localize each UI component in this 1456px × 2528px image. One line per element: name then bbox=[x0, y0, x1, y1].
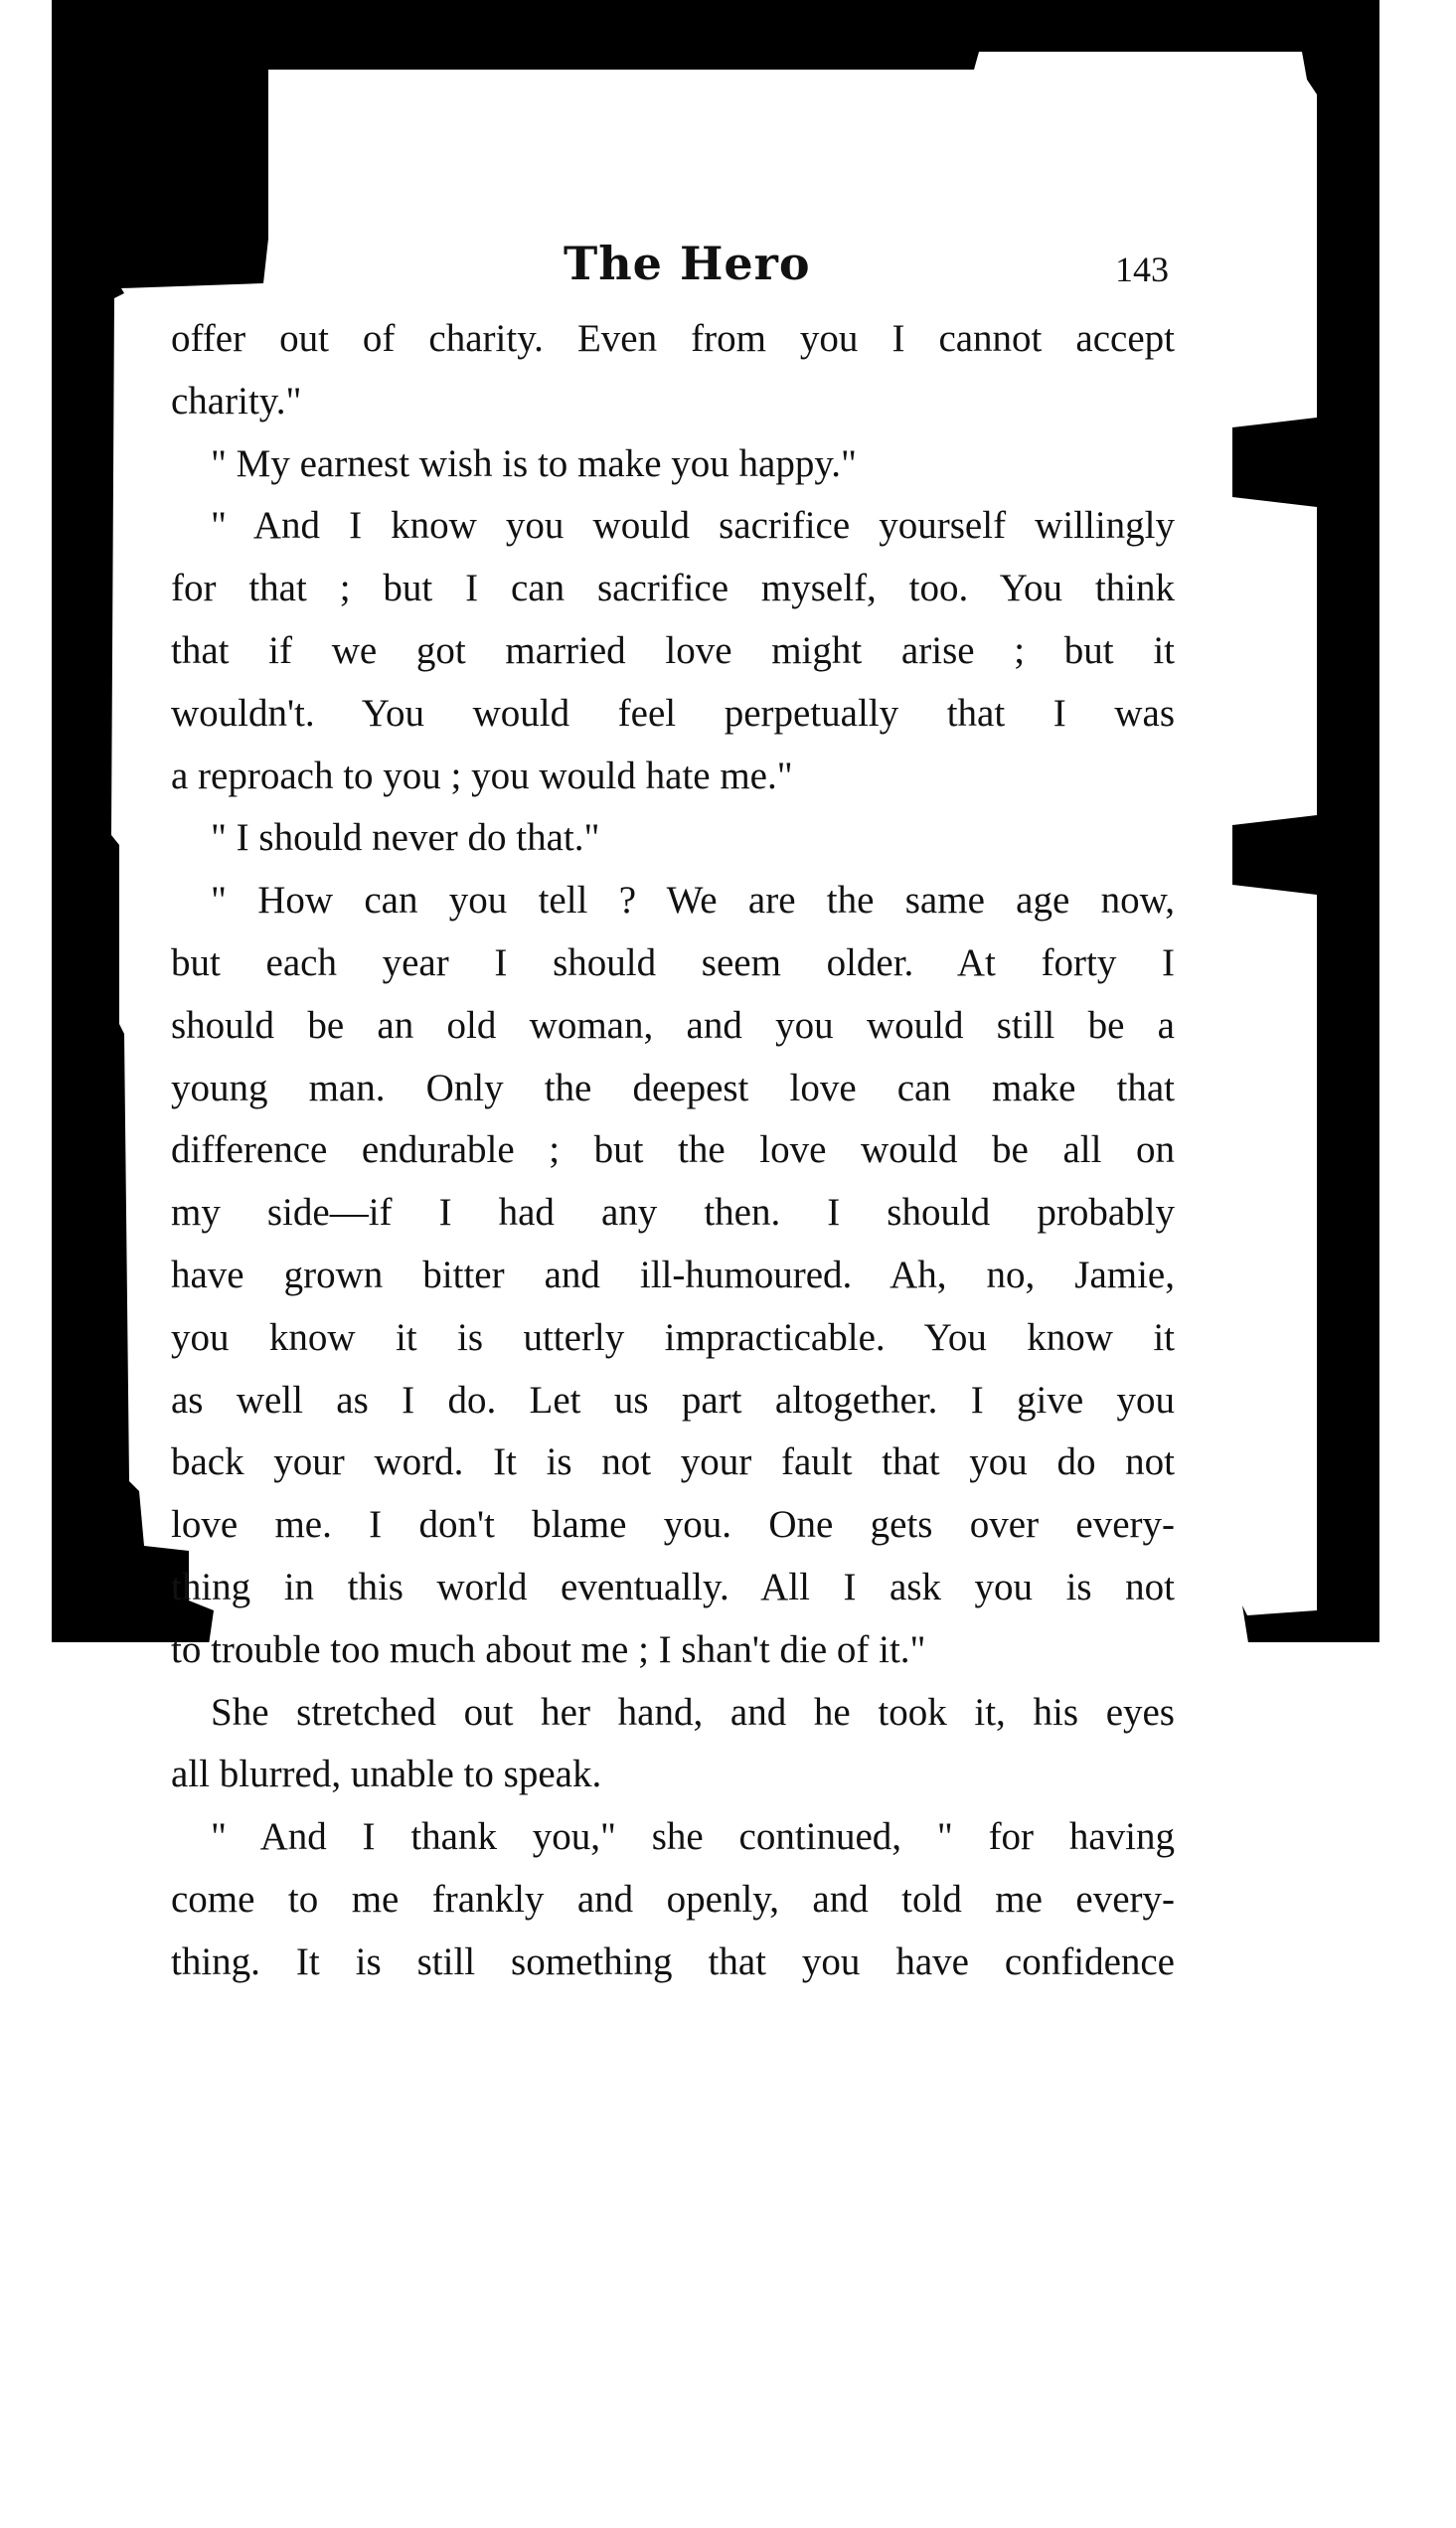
text-line: young man. Only the deepest love can make that bbox=[171, 1066, 1175, 1109]
text-line: you know it is utterly impracticable. You know it bbox=[171, 1315, 1175, 1359]
text-line: that if we got married love might arise ; but it bbox=[171, 628, 1175, 672]
text-line: for that ; but I can sacrifice myself, too. You think bbox=[171, 567, 1175, 610]
text-line: come to me frankly and openly, and told me every- bbox=[171, 1877, 1175, 1921]
text-line: a reproach to you ; you would hate me." bbox=[171, 754, 793, 797]
paragraph bbox=[171, 433, 1175, 496]
text-line: to trouble too much about me ; I shan't die of it." bbox=[171, 1627, 926, 1671]
text-line: " And I know you would sacrifice yourself willingly bbox=[211, 504, 1175, 548]
paragraph bbox=[171, 495, 1175, 807]
paragraph bbox=[171, 308, 1175, 433]
text-line: offer out of charity. Even from you I cannot accept bbox=[171, 317, 1175, 360]
text-line: should be an old woman, and you would still be a bbox=[171, 1003, 1175, 1047]
text-line: " And I thank you," she continued, " for having bbox=[211, 1815, 1175, 1859]
text-line: thing. It is still something that you have confidence bbox=[171, 1939, 1175, 1983]
paragraph bbox=[171, 1682, 1175, 1807]
running-head bbox=[171, 229, 1175, 308]
text-line: all blurred, unable to speak. bbox=[171, 1753, 602, 1796]
text-line: She stretched out her hand, and he took it, his eyes bbox=[211, 1690, 1175, 1734]
page-text bbox=[171, 229, 1175, 1994]
text-line: " I should never do that." bbox=[211, 816, 600, 860]
text-line: difference endurable ; but the love would be all on bbox=[171, 1128, 1175, 1172]
text-line: thing in this world eventually. All I ask you is not bbox=[171, 1565, 1175, 1608]
text-line: charity." bbox=[171, 379, 302, 422]
text-line: have grown bitter and ill-humoured. Ah, no, Jamie, bbox=[171, 1253, 1175, 1296]
text-line: " How can you tell ? We are the same age now, bbox=[211, 879, 1175, 923]
text-line: love me. I don't blame you. One gets over every- bbox=[171, 1503, 1175, 1547]
text-line: back your word. It is not your fault that you do not bbox=[171, 1440, 1175, 1484]
page-number: 143 bbox=[1115, 250, 1169, 289]
text-line: but each year I should seem older. At forty I bbox=[171, 940, 1175, 984]
text-line: my side—if I had any then. I should probably bbox=[171, 1191, 1175, 1235]
paragraph bbox=[171, 1806, 1175, 1993]
text-line: wouldn't. You would feel perpetually that I was bbox=[171, 691, 1175, 735]
text-line: " My earnest wish is to make you happy." bbox=[211, 441, 857, 485]
paragraph bbox=[171, 870, 1175, 1681]
text-line: as well as I do. Let us part altogether. I give you bbox=[171, 1378, 1175, 1422]
running-title: The Hero bbox=[564, 237, 811, 290]
paragraph bbox=[171, 807, 1175, 870]
